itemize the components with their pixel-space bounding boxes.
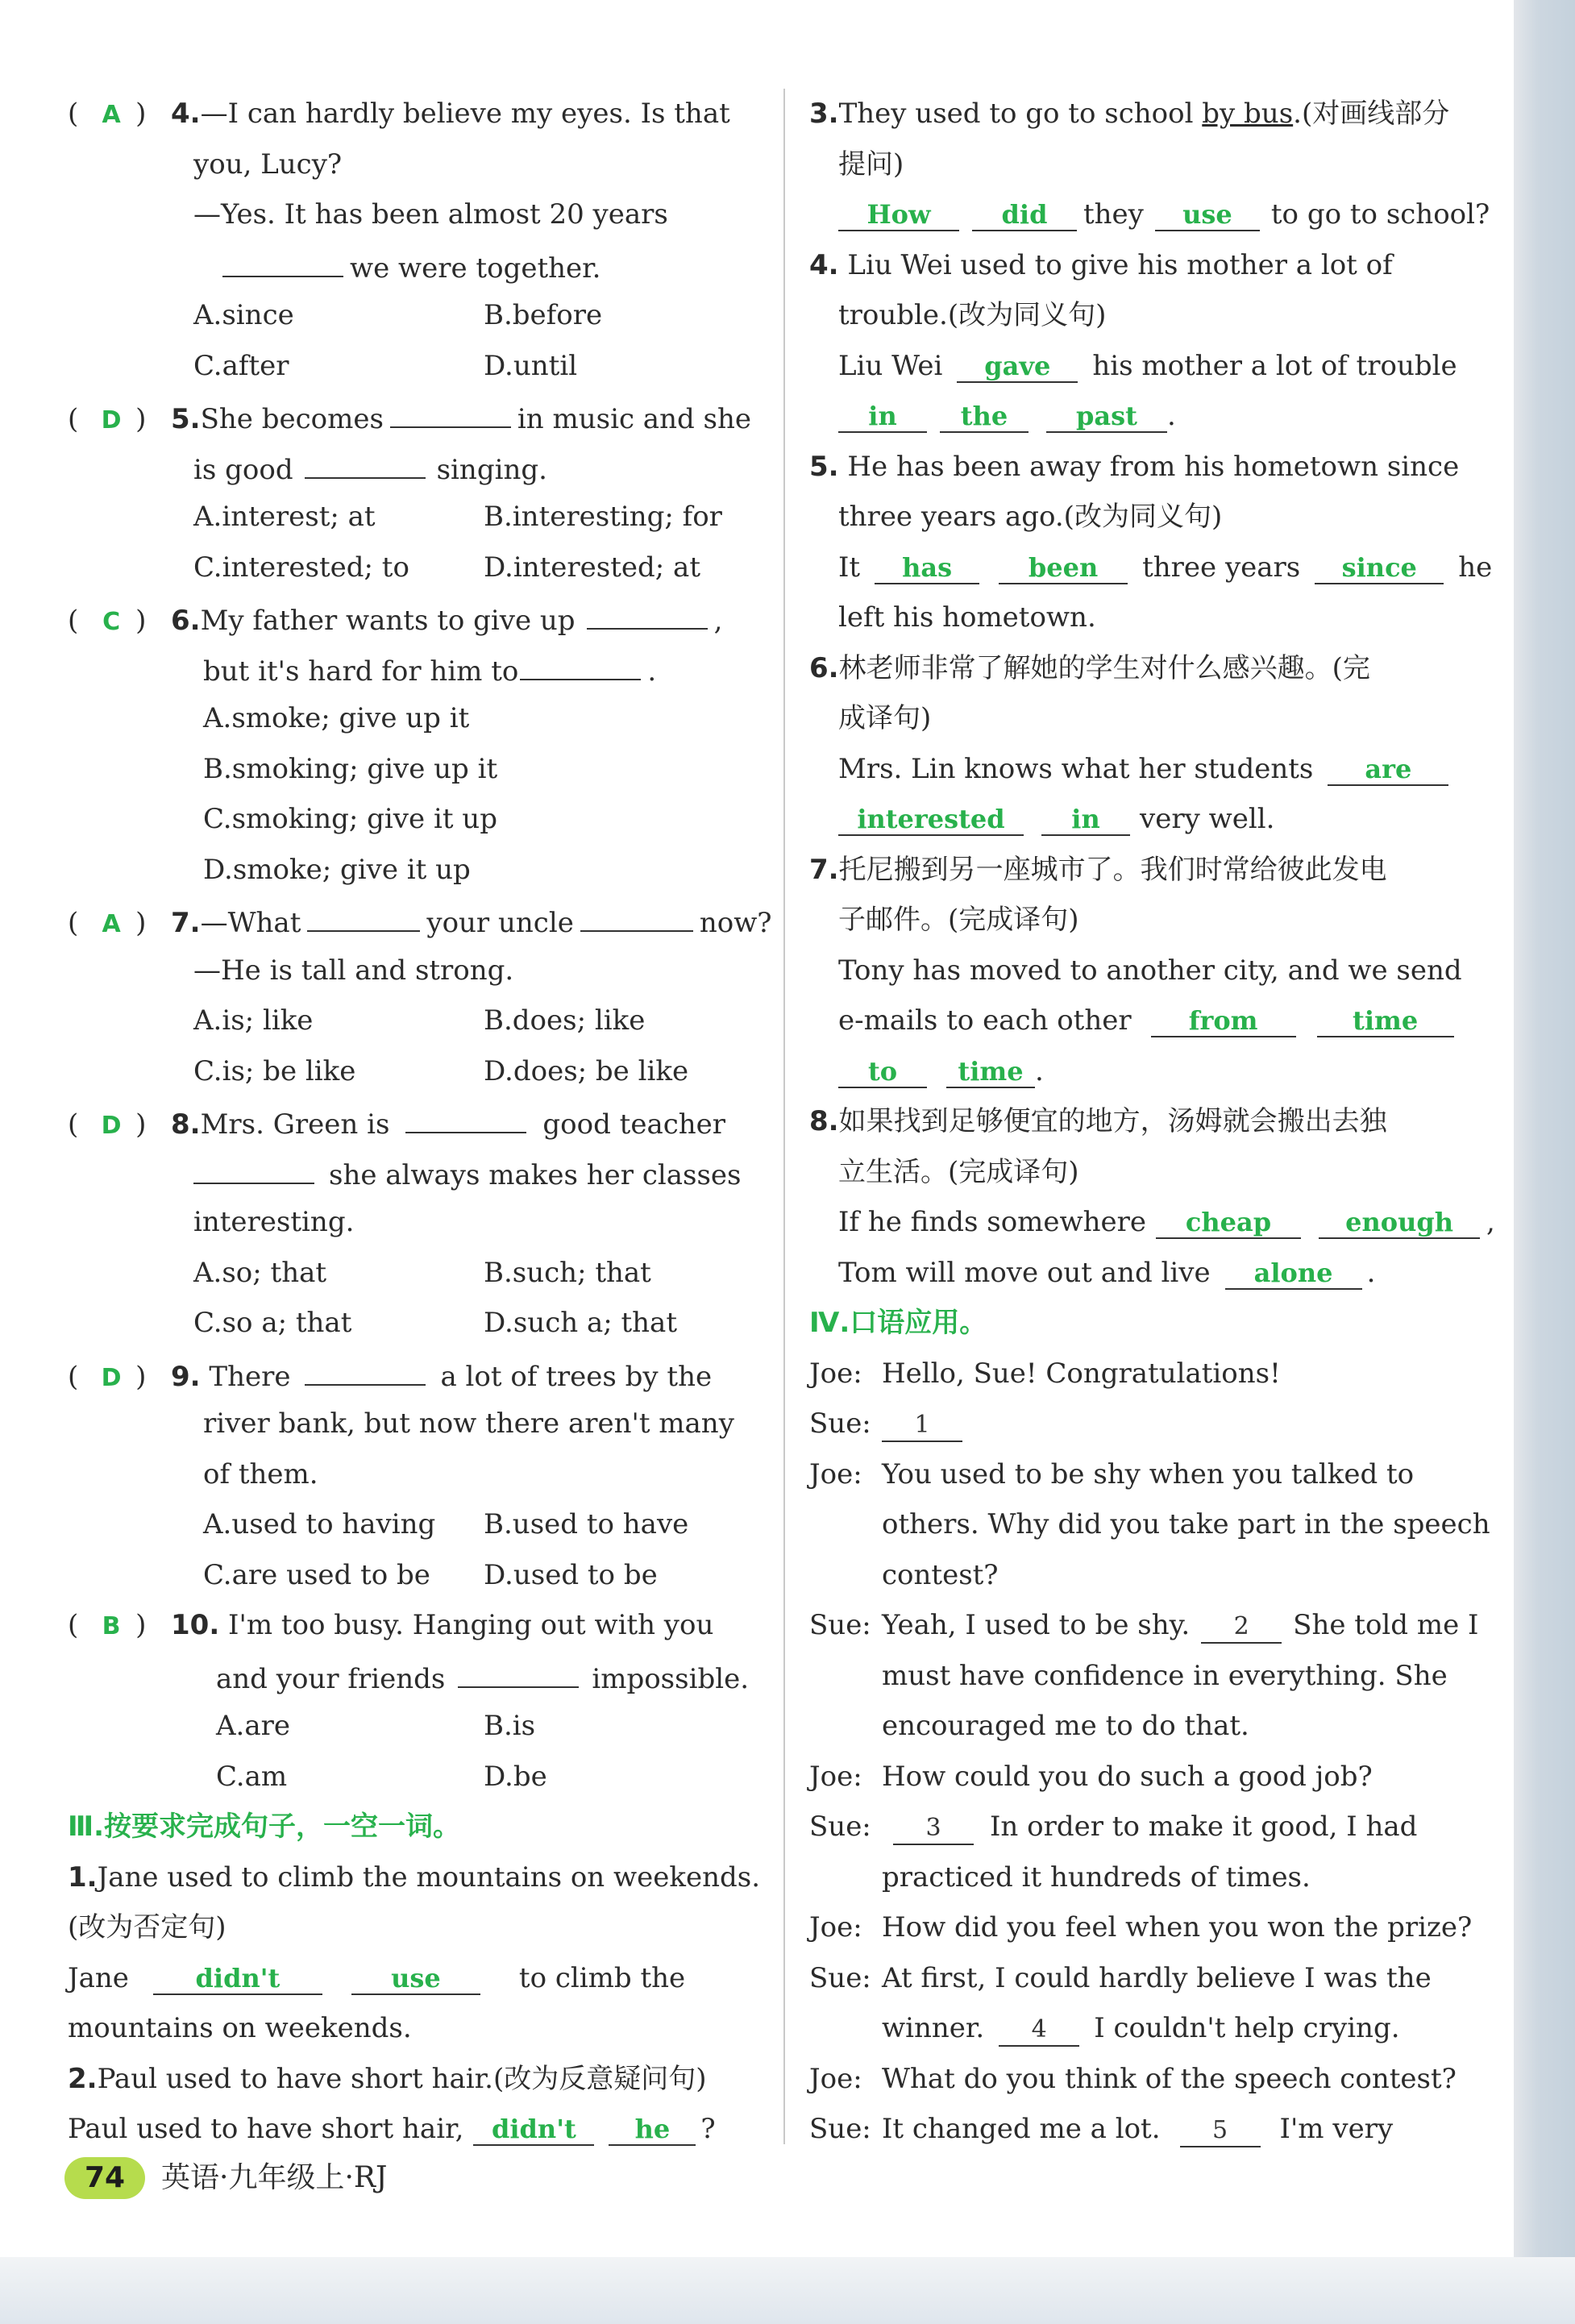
section-3-heading: Ⅲ.按要求完成句子，一空一词。: [68, 1811, 461, 1843]
page-footer: [64, 2154, 387, 2202]
section-4-heading: Ⅳ.口语应用。: [809, 1307, 987, 1339]
dialogue-line: Joe: What do you think of the speech contest?: [809, 2062, 1457, 2095]
page-number-badge: 74: [64, 2157, 145, 2199]
answer-blank[interactable]: didn't: [153, 1958, 322, 1995]
dialogue-line: Sue: It changed me a lot. 5 I'm very: [809, 2104, 1494, 2155]
question-8: ( D ) 8.Mrs. Green is good teacher: [68, 1096, 761, 1147]
dialogue-line: Joe: You used to be shy when you talked to: [809, 1457, 1415, 1490]
s3-question-4: 4. Liu Wei used to give his mother a lot of: [809, 248, 1393, 281]
dialogue-line: Sue: 3 In order to make it good, I had: [809, 1802, 1494, 1852]
s3-question-3: 3.They used to go to school by bus.(对画线部分: [809, 98, 1450, 130]
dialogue-line: Joe: How did you feel when you won the prize?: [809, 1911, 1473, 1944]
answer-blank[interactable]: use: [351, 1958, 480, 1995]
s3-question-7: 7.托尼搬到另一座城市了。我们时常给彼此发电: [809, 853, 1387, 886]
dialogue-line: Sue: At first, I could hardly believe I was the: [809, 1961, 1432, 1994]
blank[interactable]: [222, 240, 343, 277]
dialogue-line: Sue: Yeah, I used to be shy. 2 She told me I: [809, 1600, 1494, 1651]
dialogue-line: Joe: How could you do such a good job?: [809, 1760, 1373, 1793]
s3-question-6: 6.林老师非常了解她的学生对什么感兴趣。(完: [809, 651, 1370, 684]
dialogue-line: Joe: Hello, Sue! Congratulations!: [809, 1357, 1281, 1390]
question-5: ( D ) 5.She becomes in music and she: [68, 391, 761, 442]
options-4: A.since B.before: [193, 299, 603, 331]
question-9: ( D ) 9. There a lot of trees by the: [68, 1349, 761, 1399]
question-7: ( A ) 7.—What your uncle now?: [68, 895, 761, 946]
s3-question-1: 1.Jane used to climb the mountains on weekends.: [68, 1860, 761, 1894]
question-10: ( B ) 10. I'm too busy. Hanging out with you: [68, 1609, 714, 1641]
column-divider: [783, 89, 785, 2144]
question-4: ( A ) 4.—I can hardly believe my eyes. Is that: [68, 89, 761, 139]
answer-4: A: [102, 101, 121, 129]
book-title: 英语·九年级上·RJ: [161, 2161, 388, 2194]
page-bottom-shadow: [0, 2257, 1575, 2324]
s3-question-2: 2.Paul used to have short hair.(改为反意疑问句): [68, 2062, 707, 2095]
right-column: 3.They used to go to school by bus.(对画线部分 提问) How did they use to go to school? 4. Liu Wei used to give his mother a lot of trouble.(改为同义句) Liu Wei gave his mother a lot of trouble in the past . 5. He has been away from his hometown since three years ago.(改为同义句) It has been three years since he left his hometown. 6.林老师非常了解她的学生对什么感兴趣。(完 成译句) Mrs. Lin knows what her students are interested in very well. 7.托尼搬到另一座城市了。我们时常给彼此发电 子邮件。(完成译句) Tony has moved to another city, and we send e-mails to each other from time to time . 8.如果找到足够便宜的地方，汤姆就会搬出去独 立生活。(完成译句) If he finds somewhere cheap enough , Tom will move out and live alone . Ⅳ.口语应用。 Joe: Hello, Sue! Congratulations! Sue: 1 Joe: You used to be shy when you talked to others. Why did you take part in the speech contest? Sue: Yeah, I used to be shy. 2 She told me I must have confidence in everything. She encouraged me to do that. Joe: How could you do such a good job? Sue: 3 In order to make it good, I had practiced it hundreds of times. Joe: How did you feel when you won the prize? Sue: At first, I could hardly believe I was the winner. 4 I couldn't help crying. Joe: What do you think of the speech contest? Sue: It changed me a lot. 5 I'm very: [809, 89, 1494, 2155]
dialogue-line: Sue: 1: [809, 1399, 1494, 1449]
s3-question-8: 8.如果找到足够便宜的地方，汤姆就会搬出去独: [809, 1105, 1387, 1137]
left-column: ( A ) 4.—I can hardly believe my eyes. Is that you, Lucy? —Yes. It has been almost 20 years we were together. A.since B.before C.after D.until ( D ) 5.She becomes in music and she is good singing. A.interest; at B.interesting; for C.interested; to D.interested; at ( C ) 6.My father wants to give up , but it's hard for him to . A.smoke; give up it B.smoking; give up it C.smoking; give it up D.smoke; give it up ( A ) 7.—What your uncle now? —He is tall and strong. A.is; like B.does; like C.is; be like D.does; be like ( D ) 8.Mrs. Green is good teacher she always makes her classes interesting. A.so; that B.such; that C.so a; that D.such a; that ( D ) 9. There a lot of trees by the river bank, but now there aren't many of them. A.used to having B.used to have C.are used to be D.used to be ( B ) 10. I'm too busy. Hanging out with you and your friends impossible. A.are B.is C.am D.be Ⅲ.按要求完成句子，一空一词。 1.Jane used to climb the mountains on weekends. (改为否定句) Jane didn't use to climb the mountains on weekends. 2.Paul used to have short hair.(改为反意疑问句) Paul used to have short hair, didn't he ?: [68, 89, 761, 2155]
question-6: ( C ) 6.My father wants to give up ,: [68, 592, 761, 643]
s3-question-5: 5. He has been away from his hometown since: [809, 450, 1460, 483]
page-edge-shadow: [1514, 0, 1575, 2324]
